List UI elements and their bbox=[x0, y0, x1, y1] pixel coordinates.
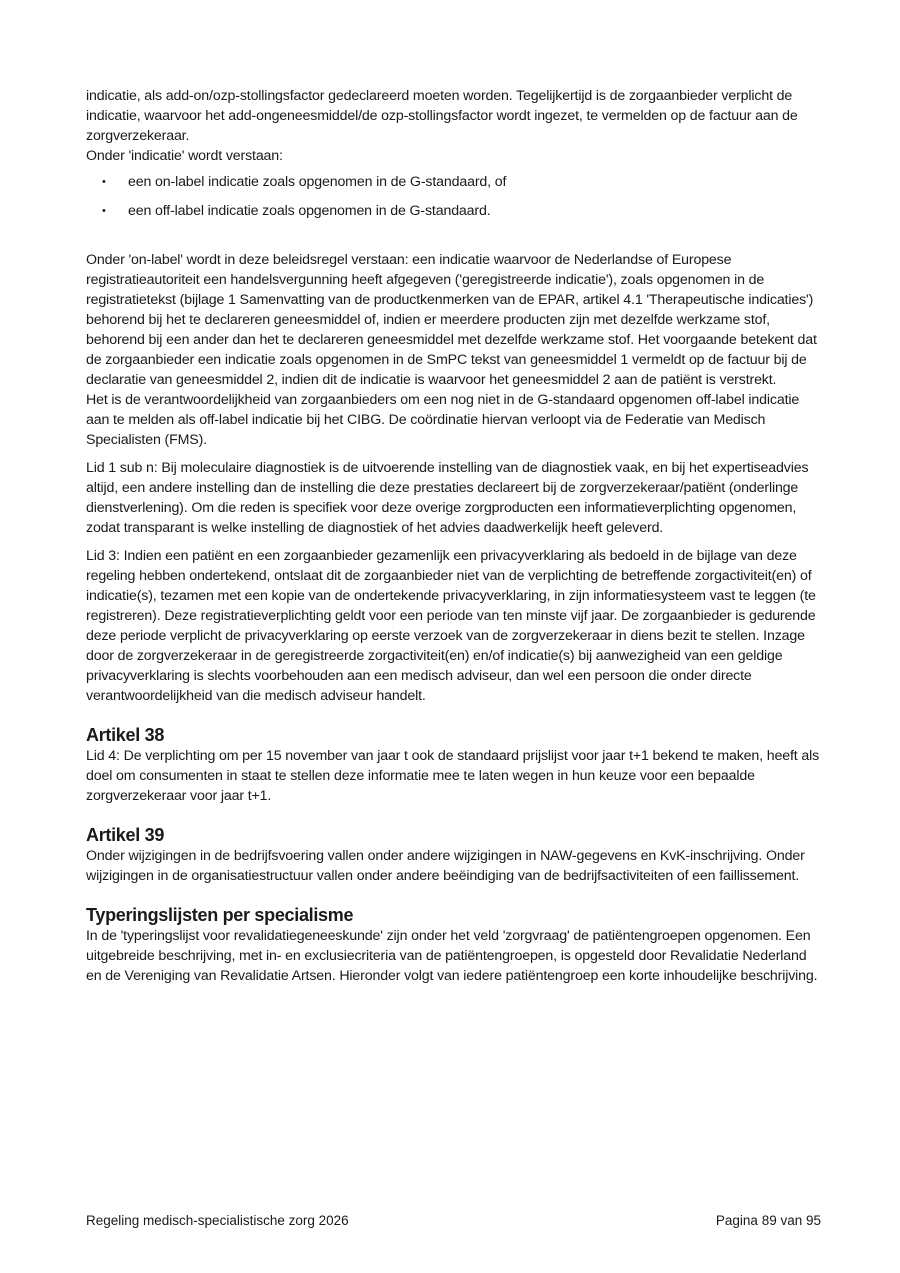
section-artikel-38 bbox=[86, 724, 821, 806]
footer-document-title: Regeling medisch-specialistische zorg 2026 bbox=[86, 1213, 349, 1228]
page-footer bbox=[86, 1213, 821, 1228]
list-item: • een on-label indicatie zoals opgenomen in de G-standaard, of bbox=[102, 174, 507, 190]
section-heading: Typeringslijsten per specialisme bbox=[86, 905, 354, 925]
section-body: Lid 4: De verplichting om per 15 november van jaar t ook de standaard prijslijst voor jaar t+1 bekend te maken, heeft als doel om consumenten in staat te stellen deze informatie mee te laten wegen in hun keuze voor een bepaalde zorgverzekeraar voor jaar t+1. bbox=[86, 748, 820, 804]
section-body: Onder wijzigingen in de bedrijfsvoering vallen onder andere wijzigingen in NAW-gegevens en KvK-inschrijving. Onder wijzigingen in de organisatiestructuur vallen onder andere beëindiging van de bedrijfsactiviteiten of een faillissement. bbox=[86, 848, 805, 884]
bullet-icon: • bbox=[102, 176, 106, 188]
indicatie-definition-lead: Onder 'indicatie' wordt verstaan: bbox=[86, 148, 283, 164]
section-typeringslijsten bbox=[86, 904, 821, 986]
intro-paragraph: indicatie, als add-on/ozp-stollingsfactor gedeclareerd moeten worden. Tegelijkertijd is de zorgaanbieder verplicht de indicatie, waarvoor het add-ongeneesmiddel/de ozp-stollingsfactor wordt ingezet, te vermelden op de factuur aan de zorgverzekeraar. bbox=[86, 88, 798, 144]
list-item: • een off-label indicatie zoals opgenomen in de G-standaard. bbox=[102, 203, 491, 219]
lid3-paragraph: Lid 3: Indien een patiënt en een zorgaanbieder gezamenlijk een privacyverklaring als bedoeld in de bijlage van deze regeling hebben ondertekend, ontslaat dit de zorgaanbieder niet van de verplichting de betreffende zorgactiviteit(en) of indicatie(s), tezamen met een kopie van de ondertekende privacyverklaring, in zijn informatiesysteem vast te leggen (te registreren). Deze registratieverplichting geldt voor een periode van ten minste vijf jaar. De zorgaanbieder is gedurende deze periode verplicht de privacyverklaring op eerste verzoek van de zorgverzekeraar in diens bezit te stellen. Inzage door de zorgverzekeraar in de geregistreerde zorgactiviteit(en) en/of indicatie(s) bij aanwezigheid van een geldige privacyverklaring is slechts voorbehouden aan een medisch adviseur, dan wel een persoon die onder directe verantwoordelijkheid van die medisch adviseur handelt. bbox=[86, 548, 816, 704]
lid1-paragraph: Lid 1 sub n: Bij moleculaire diagnostiek is de uitvoerende instelling van de diagnostiek vaak, en bij het expertiseadvies altijd, een andere instelling dan de instelling die deze prestaties declareert bij de zorgverzekeraar/patiënt (onderlinge dienstverlening). Om die reden is specifiek voor deze overige zorgproducten een informatieverplichting opgenomen, zodat transparant is welke instelling de diagnostiek of het advies daadwerkelijk heeft geleverd. bbox=[86, 460, 809, 536]
bullet-icon: • bbox=[102, 205, 106, 217]
document-page bbox=[86, 86, 821, 986]
section-artikel-39 bbox=[86, 824, 821, 886]
section-heading: Artikel 38 bbox=[86, 725, 165, 745]
section-body: In de 'typeringslijst voor revalidatiegeneeskunde' zijn onder het veld 'zorgvraag' de patiëntengroepen opgenomen. Een uitgebreide beschrijving, met in- en exclusiecriteria van de patiëntengroepen, is opgesteld door Revalidatie Nederland en de Vereniging van Revalidatie Artsen. Hieronder volgt van iedere patiëntengroep een korte inhoudelijke beschrijving. bbox=[86, 928, 818, 984]
page-number: Pagina 89 van 95 bbox=[715, 1213, 821, 1228]
indicatie-list bbox=[86, 172, 821, 221]
section-heading: Artikel 39 bbox=[86, 825, 165, 845]
onlabel-paragraph: Onder 'on-label' wordt in deze beleidsregel verstaan: een indicatie waarvoor de Nederlandse of Europese registratieautoriteit een handelsvergunning heeft afgegeven ('geregistreerde indicatie'), zoals opgenomen in de registratietekst (bijlage 1 Samenvatting van de productkenmerken van de EPAR, artikel 4.1 'Therapeutische indicaties') behorend bij het te declareren geneesmiddel of, indien er meerdere producten zijn met dezelfde werkzame stof, behorend bij een ander dan het te declareren geneesmiddel met dezelfde werkzame stof. Het voorgaande betekent dat de zorgaanbieder een indicatie zoals opgenomen in de SmPC tekst van geneesmiddel 1 vermeldt op de factuur bij de declaratie van geneesmiddel 2, indien dit de indicatie is waarvoor het geneesmiddel 2 aan de patiënt is verstrekt. bbox=[86, 252, 817, 388]
offlabel-paragraph: Het is de verantwoordelijkheid van zorgaanbieders om een nog niet in de G-standaard opgenomen off-label indicatie aan te melden als off-label indicatie bij het CIBG. De coördinatie hiervan verloopt via de Federatie van Medisch Specialisten (FMS). bbox=[86, 392, 800, 448]
